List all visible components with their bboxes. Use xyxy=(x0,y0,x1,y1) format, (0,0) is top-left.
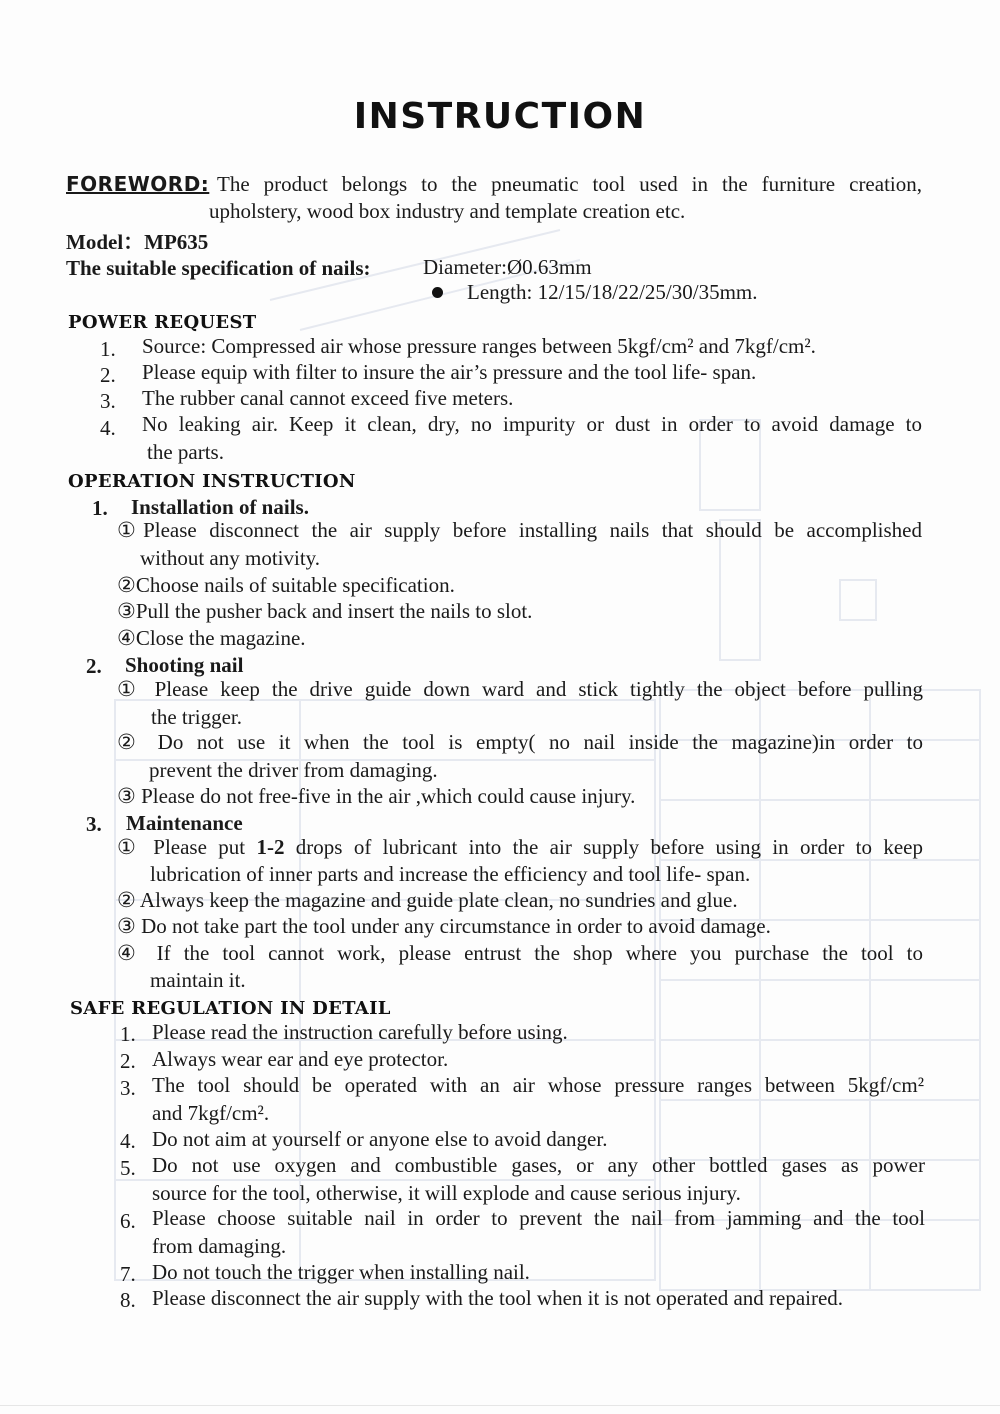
safe-item: Always wear ear and eye protector. xyxy=(152,1047,449,1071)
maintenance-step-1-drops: 1-2 xyxy=(256,835,285,859)
installation-step-3: ③Pull the pusher back and insert the nails to slot. xyxy=(117,599,533,623)
bullet-icon xyxy=(432,287,443,298)
power-item-number: 1. xyxy=(100,337,116,361)
maintenance-step-2: ② Always keep the magazine and guide plate clean, no sundries and glue. xyxy=(117,888,738,912)
nails-length-row xyxy=(432,279,758,306)
shooting-step-3: ③ Please do not free-five in the air ,which could cause injury. xyxy=(117,784,636,808)
shooting-step-2-line2: prevent the driver from damaging. xyxy=(149,758,438,782)
nails-spec-label: The suitable specification of nails: xyxy=(66,256,371,280)
power-item: Please equip with filter to insure the air’s pressure and the tool life- span. xyxy=(142,360,757,384)
safe-regulation-heading: SAFE REGULATION IN DETAIL xyxy=(70,998,391,1019)
safe-item-number: 7. xyxy=(120,1262,136,1286)
safe-item-number: 8. xyxy=(120,1288,136,1312)
maintenance-step-1-line1 xyxy=(117,834,923,861)
shooting-step-2-line1: ② Do not use it when the tool is empty( no nail inside the magazine)in order to xyxy=(117,730,923,754)
installation-step-4: ④Close the magazine. xyxy=(117,626,306,650)
safe-item-line1: Please choose suitable nail in order to prevent the nail from jamming and the tool xyxy=(152,1206,925,1230)
safe-item-line1: Do not use oxygen and combustible gases, or any other bottled gases as power xyxy=(152,1153,925,1177)
safe-item-number: 2. xyxy=(120,1049,136,1073)
power-item: The rubber canal cannot exceed five meters. xyxy=(142,386,514,410)
safe-item-number: 5. xyxy=(120,1156,136,1180)
safe-item-line1: The tool should be operated with an air whose pressure ranges between 5kgf/cm² xyxy=(152,1073,924,1097)
safe-item-number: 1. xyxy=(120,1022,136,1046)
maintenance-step-3: ③ Do not take part the tool under any circumstance in order to avoid damage. xyxy=(117,914,771,938)
safe-item: Do not touch the trigger when installing nail. xyxy=(152,1260,530,1284)
shooting-step-1-line1: ① Please keep the drive guide down ward and stick tightly the object before pulling xyxy=(117,677,923,701)
installation-number: 1. xyxy=(92,496,108,520)
shooting-step-1-line2: the trigger. xyxy=(151,705,242,729)
maintenance-title: Maintenance xyxy=(126,811,243,835)
foreword-text-line1: The product belongs to the pneumatic tool used in the furniture creation, xyxy=(217,172,922,196)
power-item-number: 4. xyxy=(100,416,116,440)
power-item: Source: Compressed air whose pressure ranges between 5kgf/cm² and 7kgf/cm². xyxy=(142,334,816,358)
nails-length: Length: 12/15/18/22/25/30/35mm. xyxy=(467,280,758,304)
safe-item-number: 3. xyxy=(120,1076,136,1100)
maintenance-number: 3. xyxy=(86,812,102,836)
installation-step-2: ②Choose nails of suitable specification. xyxy=(117,573,455,597)
maintenance-step-4-line2: maintain it. xyxy=(150,968,246,992)
foreword-text-line2: upholstery, wood box industry and template creation etc. xyxy=(209,199,686,223)
safe-item: Please read the instruction carefully before using. xyxy=(152,1020,568,1044)
nails-diameter: Diameter:Ø0.63mm xyxy=(423,255,592,279)
power-item-number: 3. xyxy=(100,389,116,413)
maintenance-step-1-text-rest: drops of lubricant into the air supply before using in order to keep xyxy=(284,835,923,859)
power-item-line1: No leaking air. Keep it clean, dry, no impurity or dust in order to avoid damage to xyxy=(142,412,922,436)
safe-item-line2: and 7kgf/cm². xyxy=(152,1101,270,1125)
power-request-heading: POWER REQUEST xyxy=(68,312,257,333)
model-label: Model： xyxy=(66,230,145,254)
installation-step-1-line1: ①Please disconnect the air supply before installing nails that should be accomplished xyxy=(117,518,922,542)
foreword-label: FOREWORD: xyxy=(66,172,210,196)
safe-item: Do not aim at yourself or anyone else to avoid danger. xyxy=(152,1127,608,1151)
page-title: INSTRUCTION xyxy=(353,96,647,137)
power-item-number: 2. xyxy=(100,363,116,387)
shooting-number: 2. xyxy=(86,654,102,678)
shooting-title: Shooting nail xyxy=(125,653,244,677)
maintenance-step-1-text: ① Please put xyxy=(117,835,257,859)
power-item-line2: the parts. xyxy=(147,440,224,464)
maintenance-step-4-line1: ④ If the tool cannot work, please entrust the shop where you purchase the tool to xyxy=(117,941,923,965)
safe-item-number: 6. xyxy=(120,1209,136,1233)
maintenance-step-1-line2: lubrication of inner parts and increase the efficiency and tool life- span. xyxy=(150,862,751,886)
model-value: MP635 xyxy=(144,230,209,254)
safe-item-line2: source for the tool, otherwise, it will explode and cause serious injury. xyxy=(152,1181,741,1205)
installation-title: Installation of nails. xyxy=(131,495,309,519)
operation-heading: OPERATION INSTRUCTION xyxy=(68,471,356,492)
model-row xyxy=(66,229,208,256)
safe-item-number: 4. xyxy=(120,1129,136,1153)
safe-item-line2: from damaging. xyxy=(152,1234,287,1258)
page-bottom-edge xyxy=(0,1405,1000,1406)
installation-step-1-line2: without any motivity. xyxy=(140,546,321,570)
safe-item: Please disconnect the air supply with the tool when it is not operated and repaired. xyxy=(152,1286,844,1310)
